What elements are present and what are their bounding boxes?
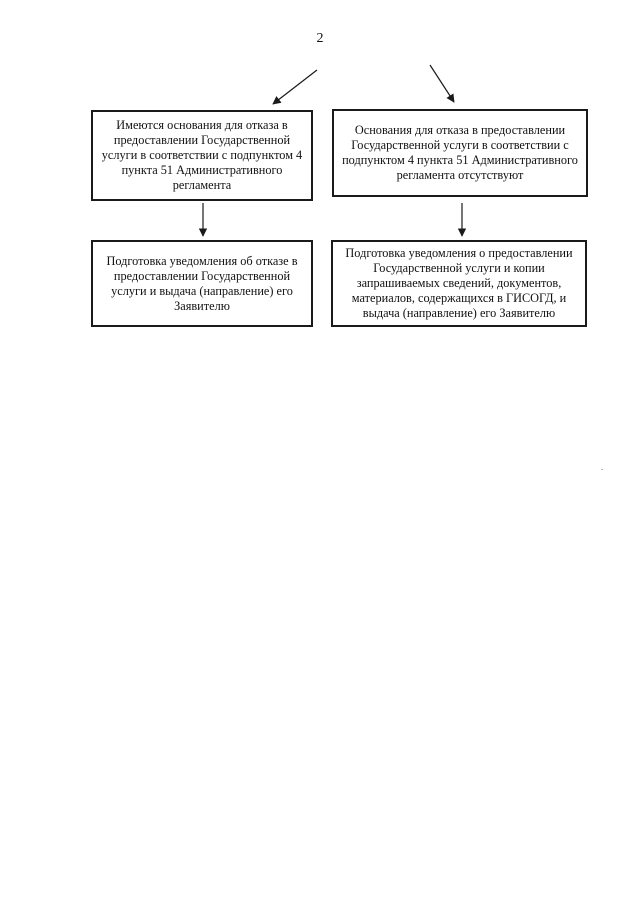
refusal-grounds-text: Имеются основания для отказа в предоставлении Государственной услуги в соответствии с подпунктом 4 пункта 51 Административного регламента xyxy=(101,118,303,192)
approval-notice-box xyxy=(331,240,587,327)
refusal-grounds-box xyxy=(91,110,313,201)
no-refusal-grounds-text: Основания для отказа в предоставлении Государственной услуги в соответствии с подпунктом 4 пункта 51 Административного регламента отсутствуют xyxy=(342,123,578,182)
no-refusal-grounds-box xyxy=(332,109,588,197)
refusal-notice-text: Подготовка уведомления об отказе в предоставлении Государственной услуги и выдача (направление) его Заявителю xyxy=(106,253,298,313)
refusal-notice-box xyxy=(91,240,313,327)
arrow-to-refusal-grounds xyxy=(273,70,317,104)
scan-speck xyxy=(601,469,603,470)
arrow-to-no-grounds xyxy=(430,65,454,102)
approval-notice-text: Подготовка уведомления о предоставлении Государственной услуги и копии запрашиваемых сведений, документов, материалов, содержащихся в ГИСОГД, и выдача (направление) его Заявителю xyxy=(345,246,573,320)
page-number: 2 xyxy=(316,31,324,46)
